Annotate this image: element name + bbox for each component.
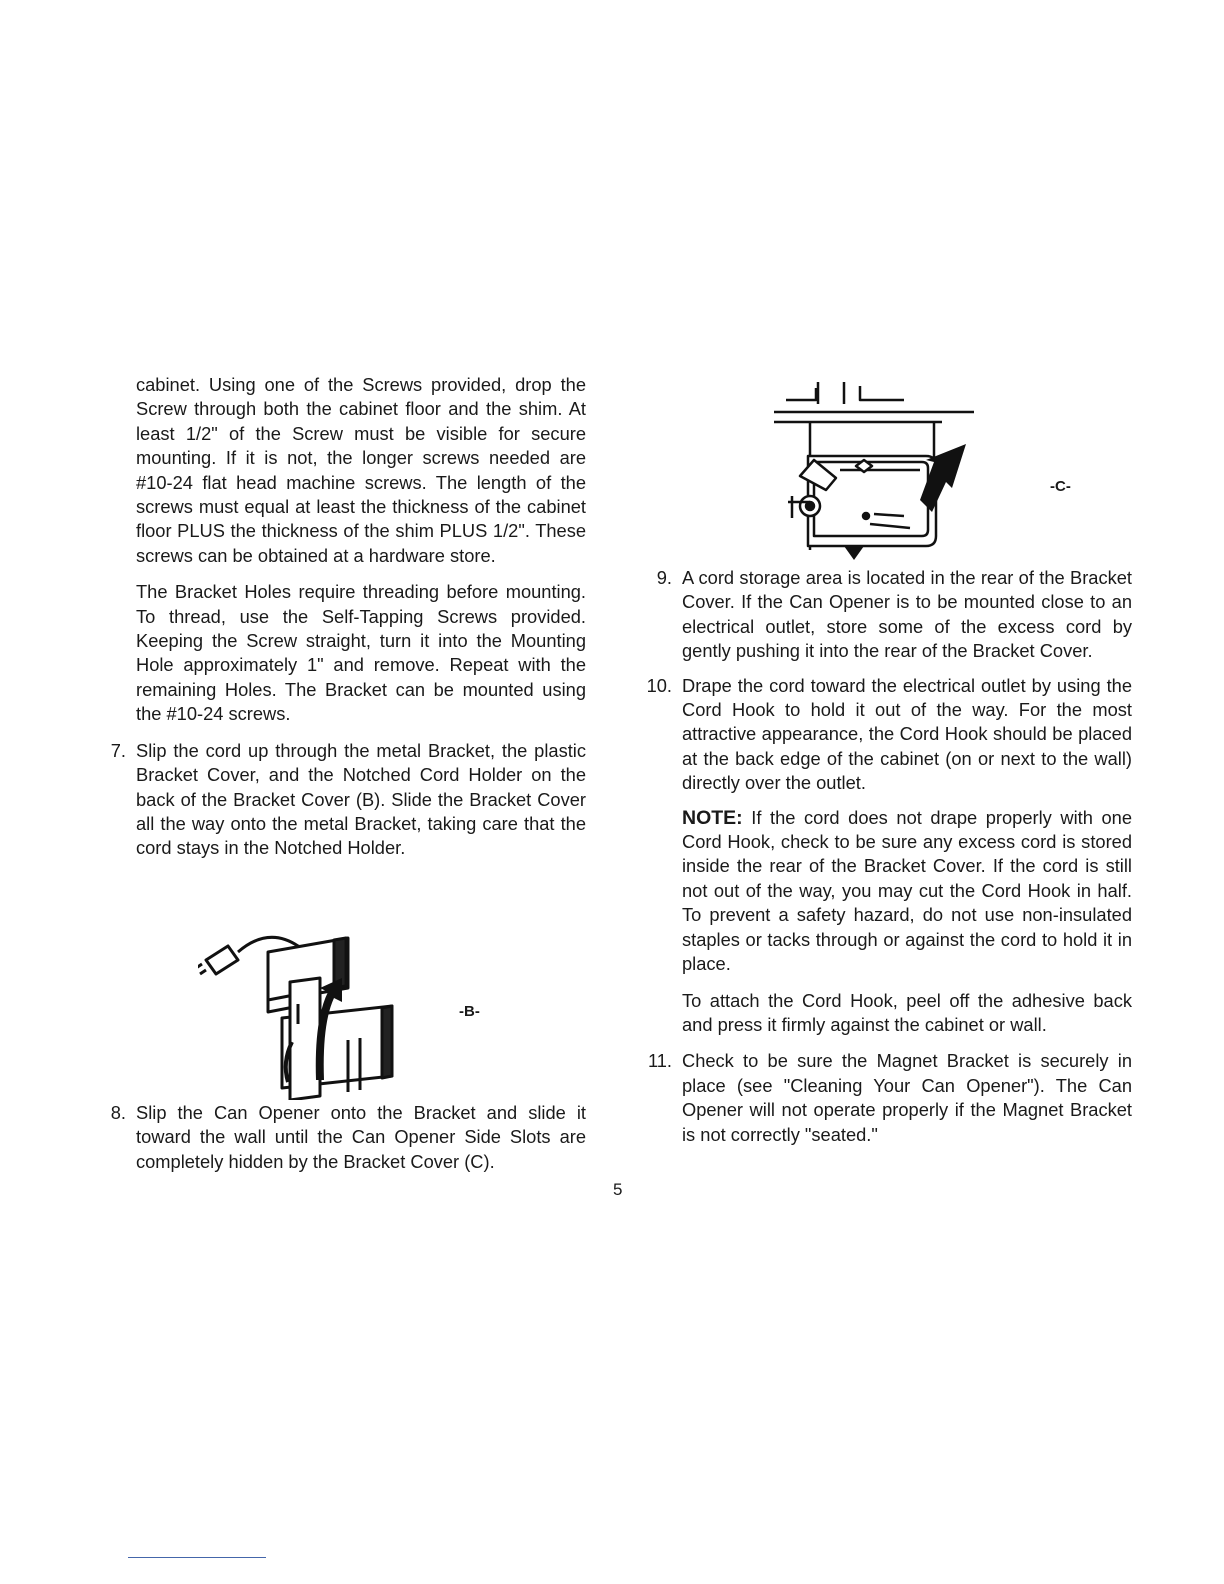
page-number: 5 — [613, 1180, 623, 1199]
step-8-text: Slip the Can Opener onto the Bracket and slide it toward the wall until the Can Opener Side Slots are completely hidden by the Bracket Cover (C). — [136, 1102, 586, 1172]
paragraph-thread-holes: The Bracket Holes require threading before mounting. To thread, use the Self-Tapping Screws provided. Keeping the Screw straight, turn it into the Mounting Hole approximately 1" and remove. Repeat with the remaining Holes. The Bracket can be mounted using the #10-24 screws. — [136, 581, 586, 725]
step-7-number: 7. — [110, 739, 126, 761]
step-8-number: 8. — [110, 1102, 126, 1123]
step-11-number: 11. — [647, 1050, 672, 1072]
step-11 — [647, 1049, 1132, 1147]
step-7-text: Slip the cord up through the metal Bracket, the plastic Bracket Cover, and the Notched Cord Holder on the back of the Bracket Cover (B). Slide the Bracket Cover all the way onto the metal Bracket, taking care that the cord stays in the Notched Holder. — [136, 739, 586, 859]
figure-c-label: -C- — [1050, 478, 1071, 495]
left-column-lower — [110, 1101, 586, 1184]
step-10-number: 10. — [646, 674, 672, 696]
step-8 — [110, 1101, 586, 1174]
right-column — [646, 566, 1132, 1157]
step-11-text: Check to be sure the Magnet Bracket is securely in place (see "Cleaning Your Can Opener"). The Can Opener will not operate properly if the Magnet Bracket is not correctly "seated." — [682, 1050, 1132, 1145]
step-9-number: 9. — [656, 567, 672, 588]
step-10 — [646, 674, 1132, 796]
figure-b-label: -B- — [459, 1003, 480, 1020]
step-10-text: Drape the cord toward the electrical outlet by using the Cord Hook to hold it out of the way. For the most attractive appearance, the Cord Hook should be placed at the back edge of the cabinet (on or next to the wall) directly over the outlet. — [682, 674, 1132, 794]
paragraph-screw-mounting: cabinet. Using one of the Screws provided, drop the Screw through both the cabinet floor and the shim. At least 1/2" of the Screw must be visible for secure mounting. If it is not, the longer screws needed are #10-24 flat head machine screws. The length of the screws must equal at least the thickness of the cabinet floor PLUS the thickness of the shim PLUS 1/2". These screws can be obtained at a hardware store. — [136, 374, 586, 566]
note-label: NOTE: — [682, 806, 743, 829]
note-paragraph — [682, 806, 1132, 977]
step-7 — [110, 739, 586, 861]
footer-rule — [128, 1557, 266, 1558]
figure-c-can-opener-illustration — [770, 378, 982, 568]
step-9-text: A cord storage area is located in the rear of the Bracket Cover. If the Can Opener is to be mounted close to an electrical outlet, store some of the excess cord by gently pushing it into the rear of the Bracket Cover. — [682, 567, 1132, 662]
note-text: If the cord does not drape properly with one Cord Hook, check to be sure any excess cord is stored inside the rear of the Bracket Cover. If the cord is still not out of the way, you may cut the Cord Hook in half. To prevent a safety hazard, do not use non-insulated staples or tacks through or against the cord to hold it in place. — [682, 806, 1132, 975]
paragraph-attach-cord-hook: To attach the Cord Hook, peel off the adhesive back and press it firmly against the cabinet or wall. — [682, 989, 1132, 1035]
figure-b-bracket-cover-illustration — [198, 922, 410, 1100]
left-column — [110, 373, 586, 871]
step-9 — [656, 566, 1132, 664]
